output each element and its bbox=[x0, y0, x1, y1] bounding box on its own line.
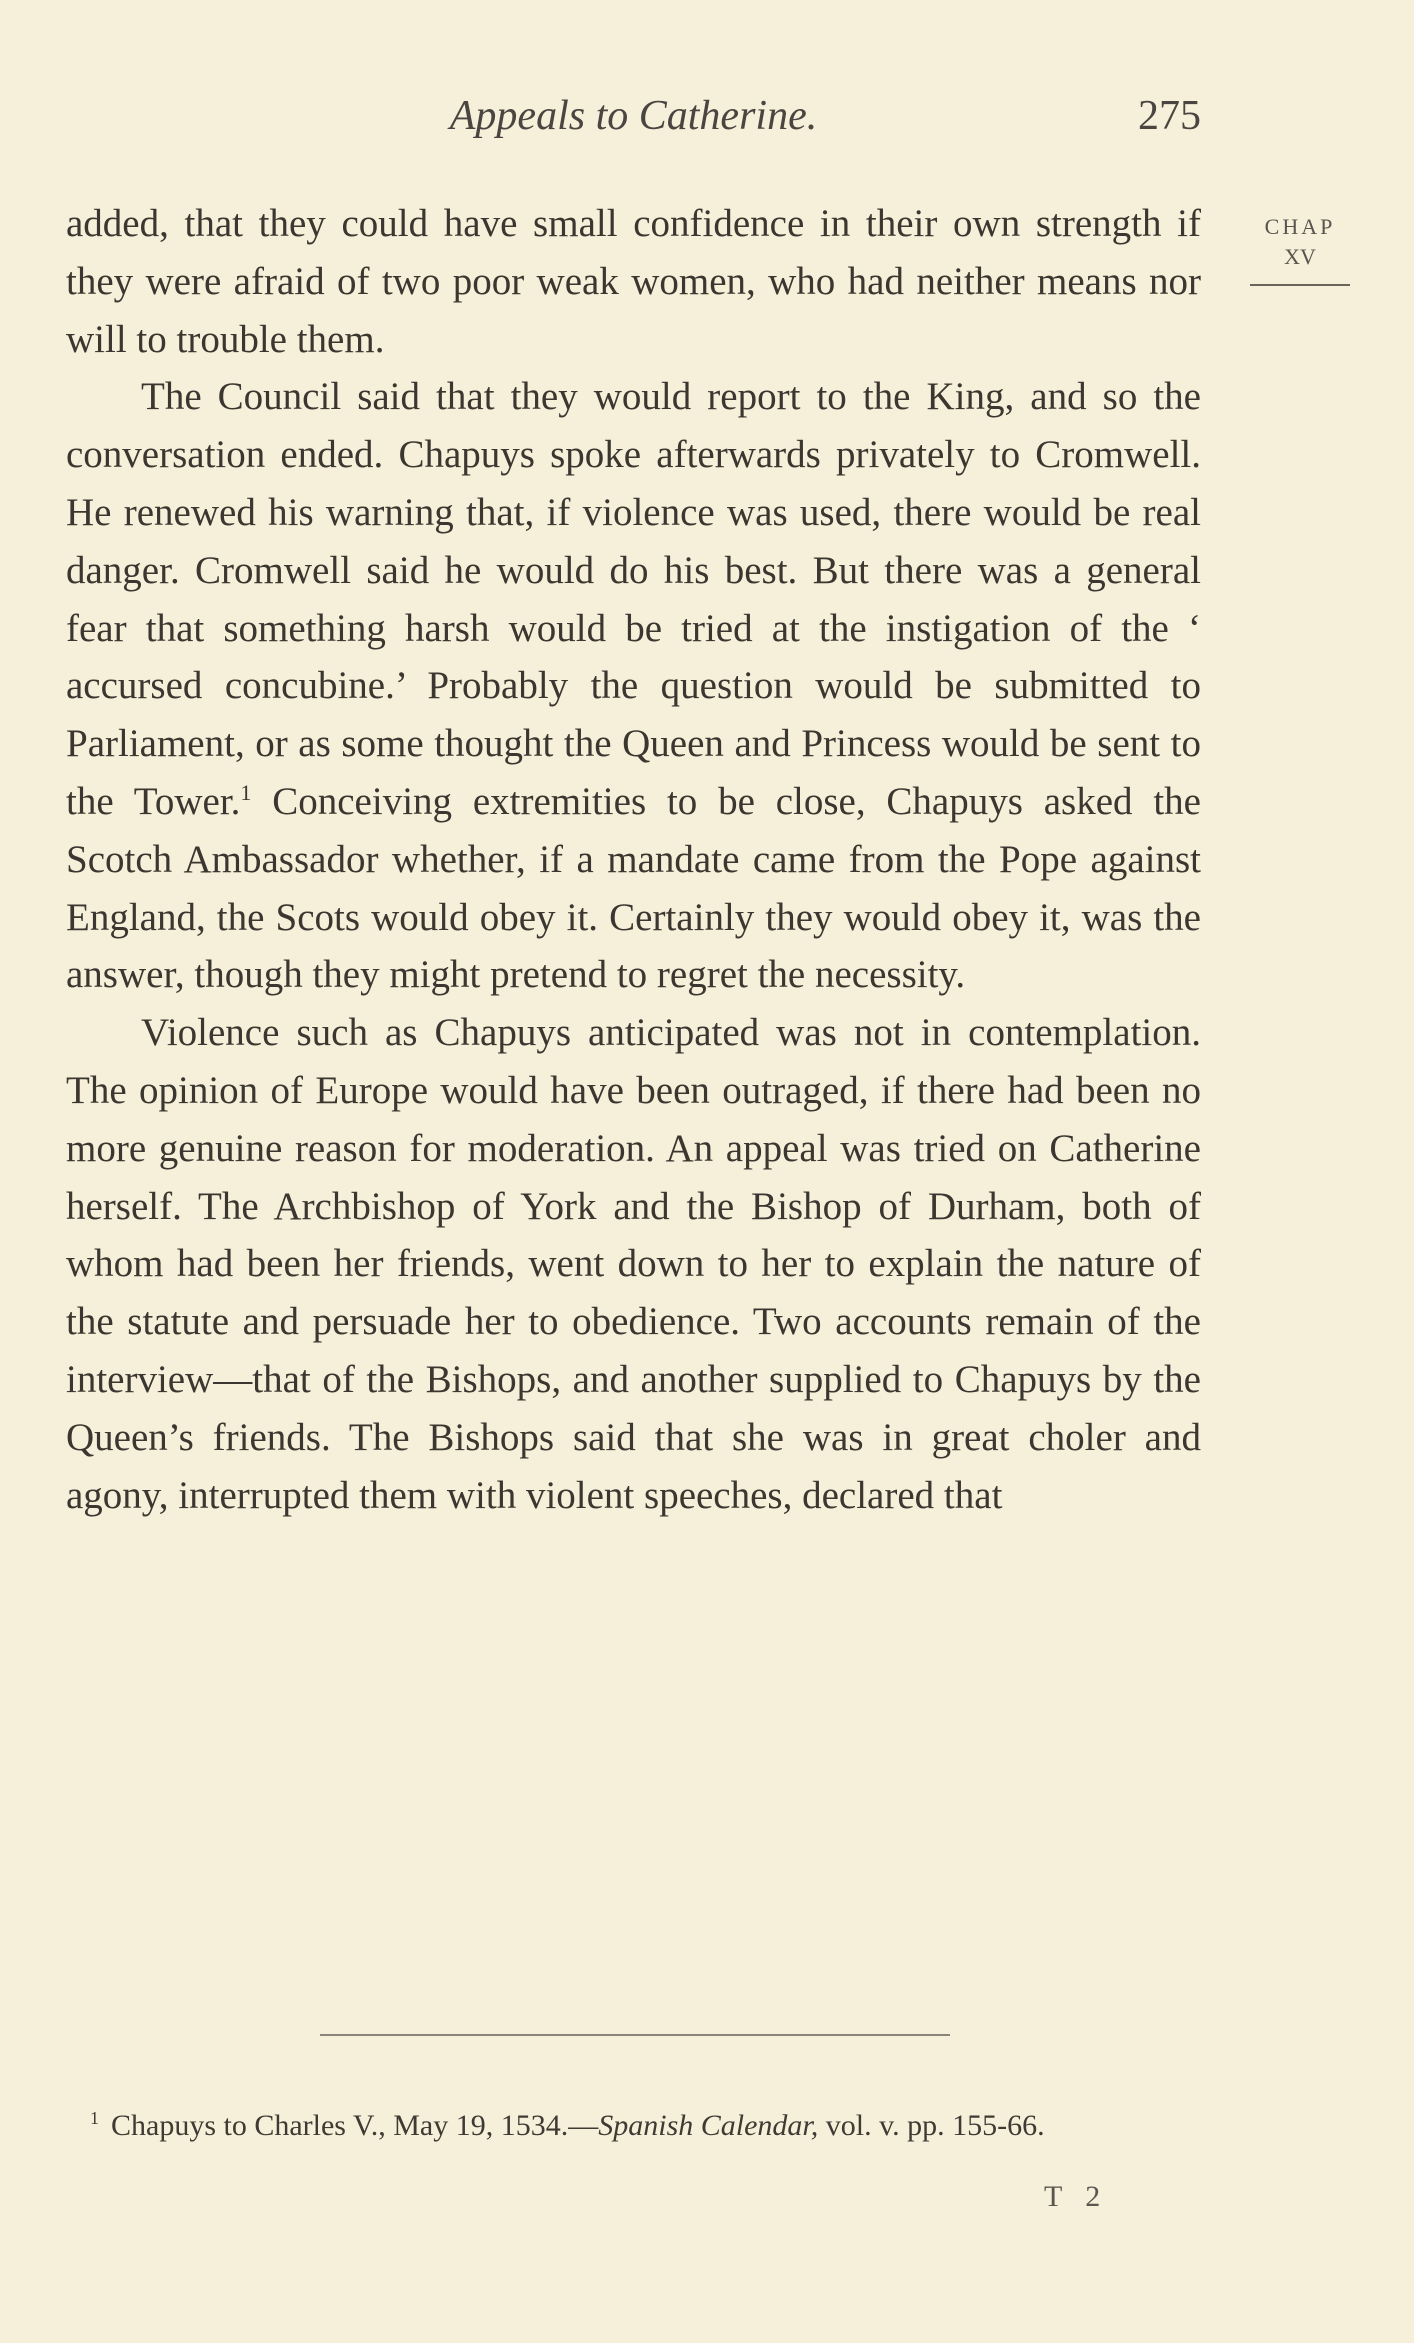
body-text bbox=[66, 195, 1201, 1524]
paragraph-2 bbox=[66, 368, 1201, 1004]
footnote-pages: vol. v. pp. 155-66. bbox=[818, 2109, 1045, 2142]
chapter-margin-note bbox=[1250, 212, 1350, 286]
paragraph-2-part-b: Conceiving extremities to be close, Chapuys asked the Scotch Ambassador whether, if a mandate came from the Pope against England, the Scots would obey it. Certainly they would obey it, was the answer, though they might pretend to regret the necessity. bbox=[66, 779, 1201, 997]
paragraph-3: Violence such as Chapuys anticipated was not in contemplation. The opinion of Europe would have been outraged, if there had been no more genuine reason for moderation. An appeal was tried on Catherine herself. The Archbishop of York and the Bishop of Durham, both of whom had been her friends, went down to her to explain the nature of the statute and persuade her to obedience. Two accounts remain of the interview—that of the Bishops, and another supplied to Chapuys by the Queen’s friends. The Bishops said that she was in great choler and agony, interrupted them with violent speeches, declared that bbox=[66, 1011, 1201, 1517]
running-title: Appeals to Catherine. bbox=[449, 93, 818, 139]
footnote-divider bbox=[320, 2034, 950, 2036]
paragraph-1: added, that they could have small confidence in their own strength if they were afraid of two poor weak women, who had neither means nor will to trouble them. bbox=[66, 202, 1201, 361]
page-number: 275 bbox=[1138, 93, 1201, 139]
paragraph-2-part-a: The Council said that they would report to the King, and so the conversation ended. Chapuys spoke afterwards privately to Cromwell. He renewed his warning that, if violence was used, there would be real danger. Cromwell said he would do his best. But there was a general fear that something harsh would be tried at the instigation of the ‘ accursed concubine.’ Probably the question would be submitted to Parliament, or as some thought the Queen and Princess would be sent to the Tower. bbox=[66, 375, 1201, 823]
margin-rule bbox=[1250, 284, 1350, 286]
chapter-label: CHAP bbox=[1264, 214, 1336, 239]
signature-mark: T 2 bbox=[1044, 2180, 1109, 2213]
footnote bbox=[66, 2094, 1201, 2150]
running-head bbox=[66, 92, 1201, 152]
footnote-source: Spanish Calendar, bbox=[598, 2109, 819, 2142]
footnote-reference: 1 bbox=[240, 779, 252, 805]
footnote-text: Chapuys to Charles V., May 19, 1534.— bbox=[111, 2109, 599, 2142]
chapter-number: XV bbox=[1284, 244, 1316, 269]
footnote-mark: 1 bbox=[90, 2108, 99, 2128]
